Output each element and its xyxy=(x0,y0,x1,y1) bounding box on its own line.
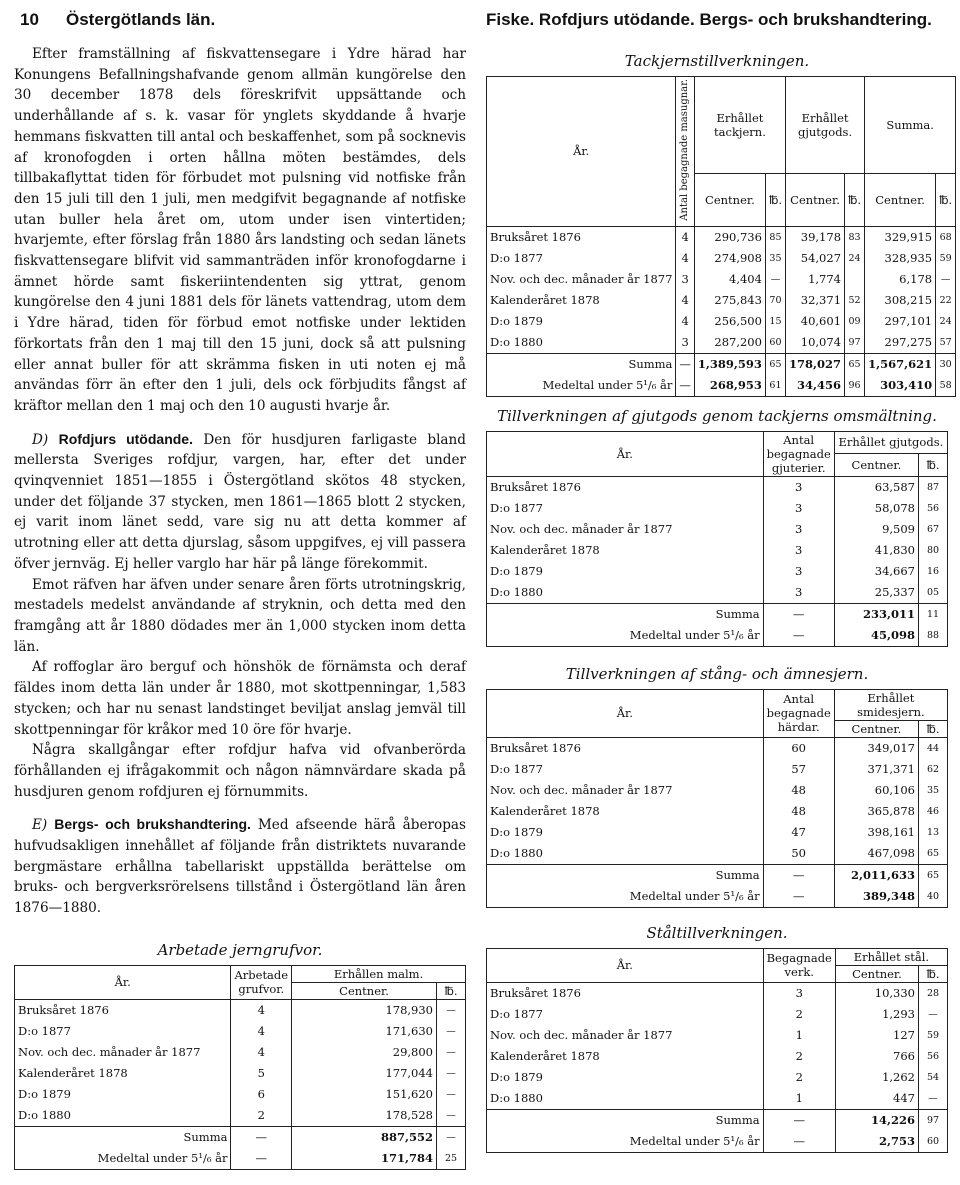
col-centner: Centner. xyxy=(865,173,936,226)
col-lb: ℔. xyxy=(919,720,948,737)
lb-cell: 59 xyxy=(936,248,956,269)
centner-cell: 171,784 xyxy=(292,1148,437,1170)
row-label: Nov. och dec. månader år 1877 xyxy=(490,783,673,798)
table-row xyxy=(487,540,948,561)
centner-cell: 2,011,633 xyxy=(834,864,918,886)
lb-cell: 09 xyxy=(845,311,865,332)
centner-cell: 45,098 xyxy=(834,625,918,647)
col-group-gjutgods: Erhållet gjutgods. xyxy=(786,77,865,174)
count-cell: 1 xyxy=(763,1088,835,1110)
centner-cell: 10,330 xyxy=(835,982,918,1004)
col-group-stal: Erhållet stål. xyxy=(835,948,947,965)
centner-cell: 1,567,621 xyxy=(865,353,936,375)
col-lb: ℔. xyxy=(437,982,466,999)
row-label: D:o 1879 xyxy=(490,564,543,579)
table-row xyxy=(487,476,948,498)
centner-cell: 1,293 xyxy=(835,1004,918,1025)
section-d-title: Rofdjurs utödande. xyxy=(58,430,193,447)
table-row xyxy=(487,801,948,822)
table-gjutgods xyxy=(486,431,948,647)
lb-cell: 40 xyxy=(919,886,948,908)
col-ar: År. xyxy=(487,431,764,476)
lb-cell: 35 xyxy=(765,248,785,269)
lb-cell: 65 xyxy=(845,353,865,375)
count-cell: — xyxy=(763,1109,835,1131)
col-group-gjutgods: Erhållet gjutgods. xyxy=(834,431,947,454)
centner-cell: 178,027 xyxy=(786,353,845,375)
table-row xyxy=(15,1084,466,1105)
header-right-title: Fiske. Rofdjurs utödande. Bergs- och brukshandtering. xyxy=(486,10,932,29)
centner-cell: 766 xyxy=(835,1046,918,1067)
medeltal-row xyxy=(487,625,948,647)
col-centner: Centner. xyxy=(292,982,437,999)
row-label: D:o 1877 xyxy=(490,1007,543,1022)
centner-cell: 1,774 xyxy=(786,269,845,290)
row-label: D:o 1877 xyxy=(490,501,543,516)
count-cell: 2 xyxy=(763,1004,835,1025)
count-cell: — xyxy=(231,1126,292,1148)
count-cell: 4 xyxy=(676,311,695,332)
centner-cell: 14,226 xyxy=(835,1109,918,1131)
table-stang-body xyxy=(487,737,948,907)
lb-cell: — xyxy=(437,1084,466,1105)
centner-cell: 2,753 xyxy=(835,1131,918,1153)
lb-cell: 56 xyxy=(919,498,948,519)
row-label: D:o 1880 xyxy=(490,335,543,350)
centner-cell: 274,908 xyxy=(694,248,765,269)
row-label: Nov. och dec. månader år 1877 xyxy=(490,272,673,287)
row-label: D:o 1879 xyxy=(18,1087,71,1102)
count-cell: 1 xyxy=(763,1025,835,1046)
lb-cell: 60 xyxy=(765,332,785,354)
medeltal-row xyxy=(487,1131,948,1153)
count-cell: 2 xyxy=(231,1105,292,1127)
col-centner: Centner. xyxy=(834,720,918,737)
lb-cell: — xyxy=(936,269,956,290)
count-cell: 57 xyxy=(763,759,834,780)
lb-cell: 15 xyxy=(765,311,785,332)
medeltal-row xyxy=(487,886,948,908)
table-row xyxy=(487,498,948,519)
lb-cell: 24 xyxy=(845,248,865,269)
medeltal-row xyxy=(15,1148,466,1170)
col-centner: Centner. xyxy=(694,173,765,226)
centner-cell: 290,736 xyxy=(694,226,765,248)
row-label: Summa xyxy=(487,864,764,886)
col-lb: ℔. xyxy=(936,173,956,226)
lb-cell: 65 xyxy=(919,864,948,886)
table-stang xyxy=(486,689,948,908)
table-row xyxy=(487,822,948,843)
centner-cell: 329,915 xyxy=(865,226,936,248)
count-cell: — xyxy=(676,375,695,397)
count-cell: 4 xyxy=(676,248,695,269)
centner-cell: 40,601 xyxy=(786,311,845,332)
lb-cell: 46 xyxy=(919,801,948,822)
lb-cell: 52 xyxy=(845,290,865,311)
centner-cell: 371,371 xyxy=(834,759,918,780)
count-cell: 2 xyxy=(763,1067,835,1088)
row-label: D:o 1877 xyxy=(490,251,543,266)
lb-cell: 88 xyxy=(919,625,948,647)
row-label: D:o 1880 xyxy=(490,585,543,600)
lb-cell: 97 xyxy=(845,332,865,354)
lb-cell: — xyxy=(437,1021,466,1042)
centner-cell: 25,337 xyxy=(834,582,918,604)
row-label: D:o 1877 xyxy=(490,762,543,777)
lb-cell: 22 xyxy=(936,290,956,311)
table-row xyxy=(487,1088,948,1110)
table-row xyxy=(15,1042,466,1063)
row-label: Summa xyxy=(15,1126,231,1148)
medeltal-row xyxy=(487,375,956,397)
count-cell: 4 xyxy=(676,290,695,311)
lb-cell: 80 xyxy=(919,540,948,561)
centner-cell: 10,074 xyxy=(786,332,845,354)
count-cell: 3 xyxy=(763,519,834,540)
centner-cell: 6,178 xyxy=(865,269,936,290)
paragraph-roffoglar: Af roffoglar äro berguf och hönshök de förnämsta och deraf fäldes inom detta län under år 1880, mot skottpenningar, 1,583 stycken; och har nu senast landstinget beviljat anslag jemväl till skottpenningar för kråkor med 10 öre för hvarje. xyxy=(14,659,466,738)
centner-cell: 127 xyxy=(835,1025,918,1046)
lb-cell: 59 xyxy=(919,1025,948,1046)
lb-cell: — xyxy=(437,1105,466,1127)
section-d xyxy=(14,429,466,575)
table-row xyxy=(15,1105,466,1127)
lb-cell: 70 xyxy=(765,290,785,311)
count-cell: 3 xyxy=(763,561,834,582)
summa-row xyxy=(487,353,956,375)
count-cell: 2 xyxy=(763,1046,835,1067)
section-e-title: Bergs- och brukshandtering. xyxy=(54,816,251,833)
count-cell: 47 xyxy=(763,822,834,843)
row-label: D:o 1879 xyxy=(490,825,543,840)
count-cell: — xyxy=(763,864,834,886)
count-cell: — xyxy=(231,1148,292,1170)
count-cell: 3 xyxy=(763,982,835,1004)
table-title-stal: Ståltillverkningen. xyxy=(646,923,788,942)
count-cell: 50 xyxy=(763,843,834,865)
count-cell: 5 xyxy=(231,1063,292,1084)
table-grufvor xyxy=(14,965,466,1170)
row-label: D:o 1880 xyxy=(18,1108,71,1123)
centner-cell: 303,410 xyxy=(865,375,936,397)
row-label: Bruksåret 1876 xyxy=(490,480,581,495)
count-cell: — xyxy=(763,886,834,908)
lb-cell: 60 xyxy=(919,1131,948,1153)
lb-cell: 56 xyxy=(919,1046,948,1067)
centner-cell: 447 xyxy=(835,1088,918,1110)
col-ar: År. xyxy=(487,948,764,982)
lb-cell: 13 xyxy=(919,822,948,843)
count-cell: — xyxy=(676,353,695,375)
count-cell: 4 xyxy=(676,226,695,248)
section-d-label: D) xyxy=(32,431,49,448)
count-cell: 4 xyxy=(231,999,292,1021)
centner-cell: 178,930 xyxy=(292,999,437,1021)
section-d-text: Den för husdjuren farligaste bland mellersta Sveriges rofdjur, vargen, har, efter det under qvinqvenniet 1851—1855 i Östergötland skötos 48 stycken, under det följande 37 stycken, men 1861—1865 blott 2 stycken, ej varit inom länet sedd, vare sig nu att detta kommer af utrotning eller att detta djurslag, såsom uppgifves, ej vill passera öfver jernväg. Ej heller varglo har här på länge förekommit. xyxy=(14,431,466,572)
row-label: Medeltal under 5¹/₆ år xyxy=(542,378,673,393)
lb-cell: 97 xyxy=(919,1109,948,1131)
row-label: Bruksåret 1876 xyxy=(490,986,581,1001)
count-cell: 48 xyxy=(763,780,834,801)
lb-cell: 85 xyxy=(765,226,785,248)
col-ar: År. xyxy=(15,965,231,999)
table-tackjern xyxy=(486,76,956,397)
table-row xyxy=(487,519,948,540)
col-lb: ℔. xyxy=(845,173,865,226)
table-row xyxy=(487,1025,948,1046)
count-cell: 48 xyxy=(763,801,834,822)
lb-cell: — xyxy=(437,1126,466,1148)
paragraph-skallgangar: Några skallgångar efter rofdjur hafva vid ofvanberörda förhållanden ej ifrågakommit och någon nämnvärdare skada på husdjuren genom rofdjuren ej förnummits. xyxy=(14,742,466,800)
lb-cell: — xyxy=(919,1088,948,1110)
centner-cell: 151,620 xyxy=(292,1084,437,1105)
table-row xyxy=(487,582,948,604)
table-row xyxy=(487,248,956,269)
col-masugnar xyxy=(676,77,695,227)
row-label: Summa xyxy=(487,353,676,375)
centner-cell: 328,935 xyxy=(865,248,936,269)
table-title-tackjern: Tackjernstillverkningen. xyxy=(624,52,810,70)
table-row xyxy=(15,1021,466,1042)
centner-cell: 268,953 xyxy=(694,375,765,397)
table-row xyxy=(487,982,948,1004)
lb-cell: 16 xyxy=(919,561,948,582)
centner-cell: 349,017 xyxy=(834,737,918,759)
page-header xyxy=(0,10,960,34)
left-column xyxy=(14,44,466,1170)
row-label: Medeltal under 5¹/₆ år xyxy=(97,1151,228,1166)
centner-cell: 297,275 xyxy=(865,332,936,354)
centner-cell: 54,027 xyxy=(786,248,845,269)
col-grufvor: Arbetade grufvor. xyxy=(231,965,292,999)
lb-cell: 67 xyxy=(919,519,948,540)
table-gjutgods-body xyxy=(487,476,948,646)
col-lb: ℔. xyxy=(765,173,785,226)
lb-cell: 44 xyxy=(919,737,948,759)
col-group-tackjern: Erhållet tackjern. xyxy=(694,77,785,174)
col-group-malm: Erhållen malm. xyxy=(292,965,466,982)
paragraph-rafven: Emot räfven har äfven under senare åren förts utrotningskrig, mestadels medelst användande af stryknin, och detta med den framgång att år 1880 dödades mer än 1,000 stycken inom detta län. xyxy=(14,576,466,655)
table-row xyxy=(487,226,956,248)
table-stal-body xyxy=(487,982,948,1152)
lb-cell: 54 xyxy=(919,1067,948,1088)
centner-cell: 34,667 xyxy=(834,561,918,582)
table-row xyxy=(487,737,948,759)
col-centner: Centner. xyxy=(834,454,918,477)
table-row xyxy=(15,1063,466,1084)
count-cell: 3 xyxy=(763,498,834,519)
centner-cell: 34,456 xyxy=(786,375,845,397)
table-row xyxy=(487,780,948,801)
lb-cell: 28 xyxy=(919,982,948,1004)
centner-cell: 308,215 xyxy=(865,290,936,311)
row-label: Nov. och dec. månader år 1877 xyxy=(490,522,673,537)
lb-cell: 61 xyxy=(765,375,785,397)
centner-cell: 287,200 xyxy=(694,332,765,354)
centner-cell: 39,178 xyxy=(786,226,845,248)
count-cell: — xyxy=(763,1131,835,1153)
centner-cell: 256,500 xyxy=(694,311,765,332)
table-title-gjutgods: Tillverkningen af gjutgods genom tackjerns omsmältning. xyxy=(497,406,937,425)
count-cell: 3 xyxy=(763,476,834,498)
count-cell: 3 xyxy=(763,582,834,604)
lb-cell: 35 xyxy=(919,780,948,801)
centner-cell: 32,371 xyxy=(786,290,845,311)
lb-cell: — xyxy=(437,1042,466,1063)
section-e xyxy=(14,814,466,919)
lb-cell: 65 xyxy=(765,353,785,375)
row-label: Kalenderåret 1878 xyxy=(490,1049,600,1064)
centner-cell: 1,262 xyxy=(835,1067,918,1088)
table-title-stang: Tillverkningen af stång- och ämnesjern. xyxy=(565,664,869,683)
centner-cell: 60,106 xyxy=(834,780,918,801)
col-verk: Begagnade verk. xyxy=(763,948,835,982)
row-label: D:o 1879 xyxy=(490,1070,543,1085)
centner-cell: 887,552 xyxy=(292,1126,437,1148)
table-row xyxy=(487,332,956,354)
lb-cell: — xyxy=(919,1004,948,1025)
centner-cell: 275,843 xyxy=(694,290,765,311)
count-cell: 3 xyxy=(676,332,695,354)
lb-cell xyxy=(845,269,865,290)
lb-cell: 65 xyxy=(919,843,948,865)
row-label: D:o 1877 xyxy=(18,1024,71,1039)
count-cell: 3 xyxy=(676,269,695,290)
lb-cell: 25 xyxy=(437,1148,466,1170)
col-centner: Centner. xyxy=(786,173,845,226)
count-cell: 60 xyxy=(763,737,834,759)
count-cell: — xyxy=(763,625,834,647)
row-label: Medeltal under 5¹/₆ år xyxy=(629,628,760,643)
lb-cell: 11 xyxy=(919,603,948,625)
section-e-label: E) xyxy=(32,817,48,834)
count-cell: 4 xyxy=(231,1042,292,1063)
centner-cell: 4,404 xyxy=(694,269,765,290)
centner-cell: 178,528 xyxy=(292,1105,437,1127)
count-cell: 3 xyxy=(763,540,834,561)
row-label: Kalenderåret 1878 xyxy=(490,543,600,558)
centner-cell: 29,800 xyxy=(292,1042,437,1063)
lb-cell: 87 xyxy=(919,476,948,498)
table-grufvor-body xyxy=(15,999,466,1169)
centner-cell: 63,587 xyxy=(834,476,918,498)
paragraph-fiske: Efter framställning af fiskvattensegare i Ydre härad har Konungens Befallningshafvande genom allmän kungörelse den 30 december 1878 dels föreskrifvit uppsättande och underhållande af s. k. vasar för ynglets skyddande å hvarje hemmans fiskvatten till antal och beskaffenhet, som på socknevis af kronofogden i orten hållna möten bestämdes, dels tillbakaflyttat tiden för förbudet mot pulsning vid notfiske från den 15 juli till den 1 juli, men medgifvit begagnande af notfiske utan buller hela året om, utom under isen vintertiden; hvarjemte, efter förslag från 1880 års landsting och sedan länets fiskvattensegare blifvit vid sammanträden inför kronofogdarne i ämnet hörde samt fiskeriintendenten sig yttrat, genom kungörelse den 4 juni 1881 dels för länets vattendrag, utom dem i Ydre härad, tiden för förbud emot notfiske under lektiden förkortats från den 1 maj till den 15 juni, dock så att pulsning eller annat buller för att skrämma fisken in uti noten ej må användas förr än efter den 1 juli, dels ock förbjudits fångst af kräftor mellan den 1 maj och den 10 augusti hvarje år. xyxy=(14,46,466,414)
col-hardar: Antal begagnade härdar. xyxy=(763,689,834,737)
lb-cell: 30 xyxy=(936,353,956,375)
row-label: Medeltal under 5¹/₆ år xyxy=(629,889,760,904)
summa-row xyxy=(487,864,948,886)
lb-cell: — xyxy=(765,269,785,290)
centner-cell: 365,878 xyxy=(834,801,918,822)
col-group-summa: Summa. xyxy=(865,77,956,174)
centner-cell: 233,011 xyxy=(834,603,918,625)
row-label: Kalenderåret 1878 xyxy=(18,1066,128,1081)
section-e-text: Med afseende härå åberopas hufvudsakligen innehållet af följande från distriktets nuvarande bergmästare erhållna tabellariskt uppställda berättelse om bruks- och bergverksrörelsens tillstånd i Östergötland län åren 1876—1880. xyxy=(14,817,466,917)
centner-cell: 177,044 xyxy=(292,1063,437,1084)
row-label: Kalenderåret 1878 xyxy=(490,804,600,819)
table-stal xyxy=(486,948,948,1153)
centner-cell: 389,348 xyxy=(834,886,918,908)
table-row xyxy=(487,759,948,780)
centner-cell: 58,078 xyxy=(834,498,918,519)
count-cell: 6 xyxy=(231,1084,292,1105)
count-cell: — xyxy=(763,603,834,625)
table-row xyxy=(487,1046,948,1067)
count-cell: 4 xyxy=(231,1021,292,1042)
row-label: Bruksåret 1876 xyxy=(490,741,581,756)
lb-cell: — xyxy=(437,999,466,1021)
table-title-grufvor: Arbetade jerngrufvor. xyxy=(157,940,323,959)
summa-row xyxy=(487,1109,948,1131)
row-label: Kalenderåret 1878 xyxy=(490,293,600,308)
row-label: Bruksåret 1876 xyxy=(18,1003,109,1018)
row-label: D:o 1880 xyxy=(490,1091,543,1106)
lb-cell: 24 xyxy=(936,311,956,332)
summa-row xyxy=(15,1126,466,1148)
col-masugnar-label: Antal begagnade masugnar. xyxy=(679,79,691,221)
col-ar: År. xyxy=(487,77,676,227)
summa-row xyxy=(487,603,948,625)
page-number: 10 xyxy=(20,10,39,29)
centner-cell: 1,389,593 xyxy=(694,353,765,375)
table-tackjern-body xyxy=(487,226,956,396)
centner-cell: 171,630 xyxy=(292,1021,437,1042)
row-label: Nov. och dec. månader år 1877 xyxy=(490,1028,673,1043)
centner-cell: 398,161 xyxy=(834,822,918,843)
row-label: Summa xyxy=(487,603,764,625)
row-label: D:o 1879 xyxy=(490,314,543,329)
lb-cell: 57 xyxy=(936,332,956,354)
col-gjuterier: Antal begagnade gjuterier. xyxy=(763,431,834,476)
lb-cell: 83 xyxy=(845,226,865,248)
centner-cell: 41,830 xyxy=(834,540,918,561)
table-row xyxy=(487,843,948,865)
row-label: Bruksåret 1876 xyxy=(490,230,581,245)
table-row xyxy=(487,269,956,290)
table-row xyxy=(487,1004,948,1025)
row-label: Nov. och dec. månader år 1877 xyxy=(18,1045,201,1060)
centner-cell: 467,098 xyxy=(834,843,918,865)
centner-cell: 9,509 xyxy=(834,519,918,540)
lb-cell: 62 xyxy=(919,759,948,780)
table-row xyxy=(487,311,956,332)
col-group-smidesjern: Erhållet smidesjern. xyxy=(834,689,947,720)
lb-cell: — xyxy=(437,1063,466,1084)
table-row xyxy=(15,999,466,1021)
table-row xyxy=(487,290,956,311)
lb-cell: 68 xyxy=(936,226,956,248)
centner-cell: 297,101 xyxy=(865,311,936,332)
col-ar: År. xyxy=(487,689,764,737)
row-label: Summa xyxy=(487,1109,764,1131)
table-row xyxy=(487,1067,948,1088)
right-column xyxy=(486,44,953,1153)
col-lb: ℔. xyxy=(919,454,948,477)
lb-cell: 96 xyxy=(845,375,865,397)
col-centner: Centner. xyxy=(835,965,918,982)
row-label: D:o 1880 xyxy=(490,846,543,861)
header-left-title: Östergötlands län. xyxy=(66,10,216,29)
col-lb: ℔. xyxy=(919,965,948,982)
table-row xyxy=(487,561,948,582)
lb-cell: 05 xyxy=(919,582,948,604)
lb-cell: 58 xyxy=(936,375,956,397)
row-label: Medeltal under 5¹/₆ år xyxy=(629,1134,760,1149)
